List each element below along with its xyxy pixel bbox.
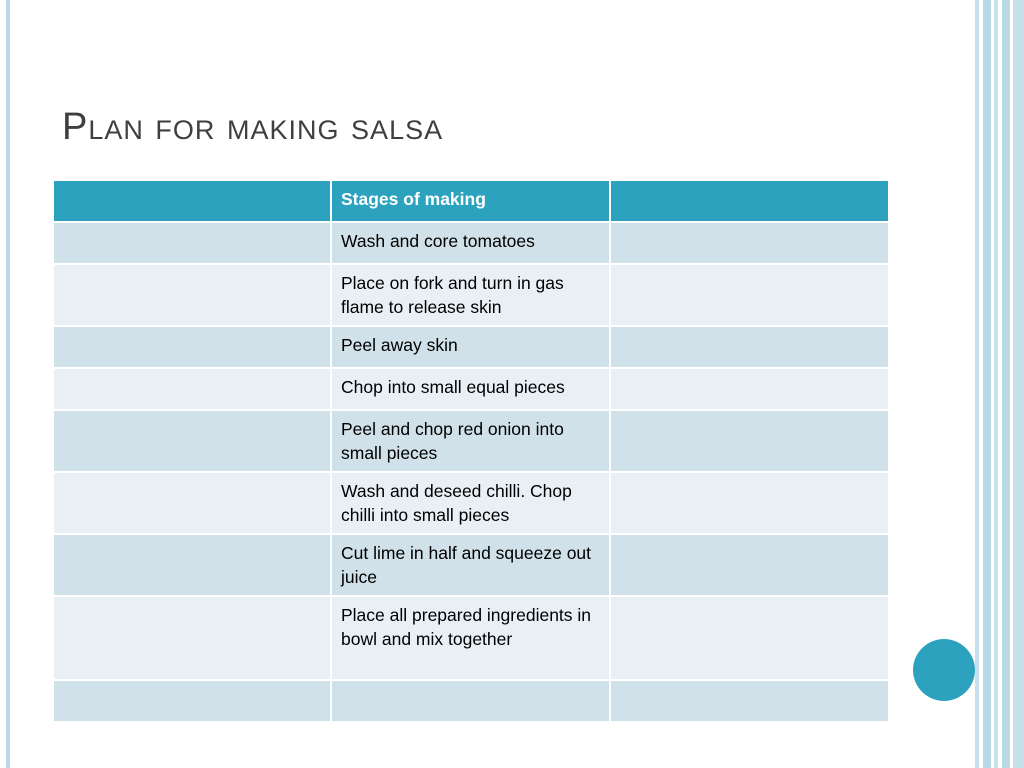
- table-cell: [610, 326, 889, 368]
- header-cell: [610, 180, 889, 222]
- salsa-plan-table: [52, 179, 890, 723]
- table-cell: [610, 264, 889, 326]
- table-cell: [610, 410, 889, 472]
- table-cell: [610, 680, 889, 722]
- stage-cell: Peel away skin: [331, 326, 610, 368]
- stage-cell: Peel and chop red onion into small pieces: [331, 410, 610, 472]
- stage-cell: Wash and deseed chilli. Chop chilli into small pieces: [331, 472, 610, 534]
- table-header-row: [53, 180, 889, 222]
- table-row: [53, 534, 889, 596]
- table-cell: [53, 534, 331, 596]
- table-cell: [610, 596, 889, 680]
- slide-title: Plan for making salsa: [62, 106, 444, 148]
- table-row: [53, 326, 889, 368]
- stage-cell: Wash and core tomatoes: [331, 222, 610, 264]
- table-cell: [53, 596, 331, 680]
- table-row: [53, 472, 889, 534]
- table-row: [53, 368, 889, 410]
- table-cell: [610, 222, 889, 264]
- table-cell: [53, 222, 331, 264]
- right-decor-stripe: [994, 0, 998, 768]
- header-cell: [53, 180, 331, 222]
- table-row: [53, 410, 889, 472]
- stage-cell: Place all prepared ingredients in bowl and mix together: [331, 596, 610, 680]
- table-cell: [53, 680, 331, 722]
- right-decor-stripe: [1002, 0, 1010, 768]
- table-cell: [53, 410, 331, 472]
- left-border-line: [6, 0, 10, 768]
- table-row: [53, 222, 889, 264]
- table-row: [53, 264, 889, 326]
- right-decor-stripe: [1013, 0, 1024, 768]
- table-cell: [53, 472, 331, 534]
- right-decor-stripe: [983, 0, 991, 768]
- stage-cell: Cut lime in half and squeeze out juice: [331, 534, 610, 596]
- table-cell: [610, 472, 889, 534]
- table-cell: [53, 264, 331, 326]
- stage-cell: Place on fork and turn in gas flame to release skin: [331, 264, 610, 326]
- decorative-circle: [913, 639, 975, 701]
- table-cell: [610, 534, 889, 596]
- table-cell: [610, 368, 889, 410]
- stage-cell: [331, 680, 610, 722]
- right-decor-stripe: [975, 0, 979, 768]
- stage-cell: Chop into small equal pieces: [331, 368, 610, 410]
- table-cell: [53, 326, 331, 368]
- header-cell-stages: Stages of making: [331, 180, 610, 222]
- table-row: [53, 680, 889, 722]
- table-row: [53, 596, 889, 680]
- table-cell: [53, 368, 331, 410]
